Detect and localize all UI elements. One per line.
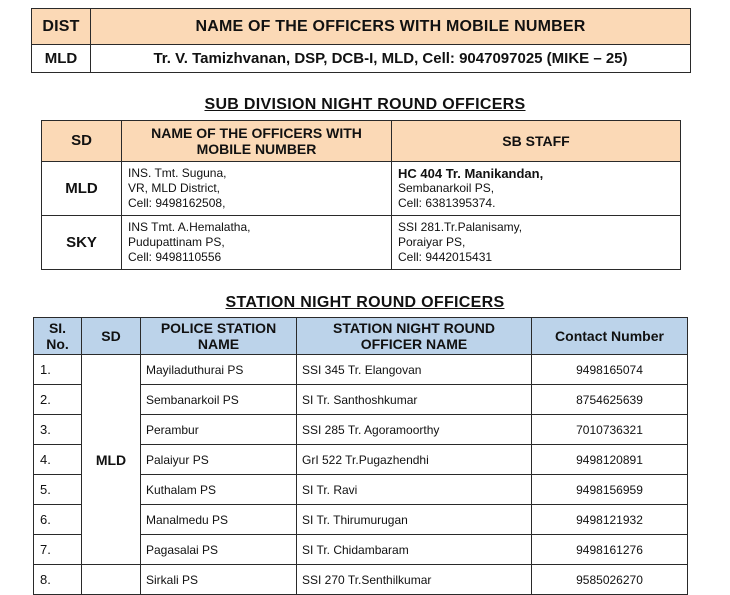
contact-cell: 9498121932 <box>532 505 688 535</box>
officer-line: Pudupattinam PS, <box>128 235 225 249</box>
sl-no-cell: 7. <box>34 535 82 565</box>
station-table <box>33 317 688 595</box>
staff-line: SSI 281.Tr.Palanisamy, <box>398 220 523 234</box>
sub-division-table <box>41 120 681 270</box>
officer-cell <box>122 162 392 216</box>
header-line: POLICE STATION <box>160 320 277 336</box>
sl-no-column-header <box>34 318 82 355</box>
staff-line: Cell: 6381395374. <box>398 196 496 210</box>
officer-line: INS Tmt. A.Hemalatha, <box>128 220 251 234</box>
district-table-row <box>32 45 691 73</box>
sb-staff-cell <box>392 162 681 216</box>
contact-cell: 7010736321 <box>532 415 688 445</box>
contact-cell: 9498120891 <box>532 445 688 475</box>
sl-no-cell: 8. <box>34 565 82 595</box>
staff-line: Cell: 9442015431 <box>398 250 493 264</box>
dist-column-header: DIST <box>32 9 91 45</box>
police-station-cell: Sembanarkoil PS <box>141 385 297 415</box>
sub-division-heading: SUB DIVISION NIGHT ROUND OFFICERS <box>204 96 526 113</box>
sd-group-cell: MLD <box>82 355 141 565</box>
district-officer-cell: Tr. V. Tamizhvanan, DSP, DCB-I, MLD, Cell: 9047097025 (MIKE – 25) <box>91 45 691 73</box>
officer-line: Cell: 9498162508, <box>128 196 226 210</box>
officer-line: Cell: 9498110556 <box>128 250 222 264</box>
officer-line: VR, MLD District, <box>128 181 221 195</box>
station-heading: STATION NIGHT ROUND OFFICERS <box>225 294 505 311</box>
officer-name-cell: SI Tr. Ravi <box>297 475 532 505</box>
header-line: SI. <box>48 320 67 336</box>
staff-line: Poraiyar PS, <box>398 235 466 249</box>
police-station-cell: Sirkali PS <box>141 565 297 595</box>
officer-name-cell: SI Tr. Chidambaram <box>297 535 532 565</box>
staff-line: Sembanarkoil PS, <box>398 181 495 195</box>
police-station-cell: Mayiladuthurai PS <box>141 355 297 385</box>
sd-cell: SKY <box>42 216 122 270</box>
contact-cell: 9498161276 <box>532 535 688 565</box>
officer-line: INS. Tmt. Suguna, <box>128 166 227 180</box>
header-line: NAME <box>197 336 240 352</box>
officer-name-cell: GrI 522 Tr.Pugazhendhi <box>297 445 532 475</box>
header-line: STATION NIGHT ROUND <box>332 320 496 336</box>
sub-division-row <box>42 216 681 270</box>
contact-cell: 9585026270 <box>532 565 688 595</box>
police-station-cell: Pagasalai PS <box>141 535 297 565</box>
district-officer-table <box>31 8 691 73</box>
police-station-cell: Perambur <box>141 415 297 445</box>
header-line: OFFICER NAME <box>360 336 468 352</box>
police-station-column-header <box>141 318 297 355</box>
officer-name-cell: SI Tr. Thirumurugan <box>297 505 532 535</box>
officer-column-header: NAME OF THE OFFICERS WITH MOBILE NUMBER <box>91 9 691 45</box>
sl-no-cell: 5. <box>34 475 82 505</box>
officer-name-cell: SI Tr. Santhoshkumar <box>297 385 532 415</box>
sl-no-cell: 2. <box>34 385 82 415</box>
officer-column-header: NAME OF THE OFFICERS WITH MOBILE NUMBER <box>122 121 392 162</box>
table-row <box>34 565 688 595</box>
sd-column-header: SD <box>42 121 122 162</box>
sb-staff-cell <box>392 216 681 270</box>
officer-name-column-header <box>297 318 532 355</box>
police-station-cell: Palaiyur PS <box>141 445 297 475</box>
dist-cell: MLD <box>32 45 91 73</box>
district-table-header-row <box>32 9 691 45</box>
sl-no-cell: 3. <box>34 415 82 445</box>
contact-column-header: Contact Number <box>532 318 688 355</box>
station-header-row <box>34 318 688 355</box>
sl-no-cell: 6. <box>34 505 82 535</box>
header-line: No. <box>46 336 69 352</box>
sl-no-cell: 4. <box>34 445 82 475</box>
sd-cell: MLD <box>42 162 122 216</box>
sub-division-row <box>42 162 681 216</box>
officer-cell <box>122 216 392 270</box>
sub-division-header-row <box>42 121 681 162</box>
sl-no-cell: 1. <box>34 355 82 385</box>
officer-name-cell: SSI 285 Tr. Agoramoorthy <box>297 415 532 445</box>
officer-name-cell: SSI 345 Tr. Elangovan <box>297 355 532 385</box>
police-station-cell: Manalmedu PS <box>141 505 297 535</box>
contact-cell: 9498165074 <box>532 355 688 385</box>
officer-name-cell: SSI 270 Tr.Senthilkumar <box>297 565 532 595</box>
police-station-cell: Kuthalam PS <box>141 475 297 505</box>
sb-staff-column-header: SB STAFF <box>392 121 681 162</box>
staff-line: HC 404 Tr. Manikandan, <box>398 166 544 181</box>
contact-cell: 9498156959 <box>532 475 688 505</box>
sd-cell <box>82 565 141 595</box>
contact-cell: 8754625639 <box>532 385 688 415</box>
table-row <box>34 355 688 385</box>
sd-column-header: SD <box>82 318 141 355</box>
